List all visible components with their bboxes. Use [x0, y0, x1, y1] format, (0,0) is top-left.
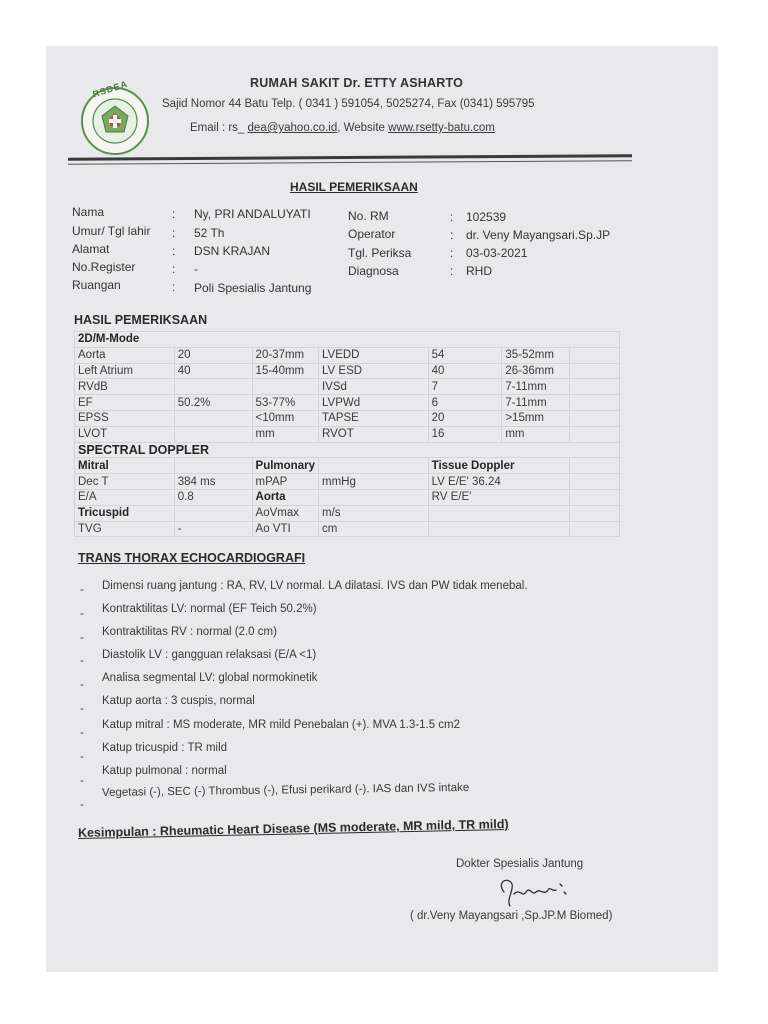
- table-row: [75, 379, 620, 395]
- list-bullet: -: [80, 630, 84, 644]
- colon: :: [172, 262, 176, 276]
- table-row: [75, 410, 620, 426]
- patient-label-register: No.Register: [72, 260, 136, 274]
- table-cell: 54: [428, 347, 502, 363]
- table-cell: LVOT: [75, 426, 175, 442]
- doppler-header: SPECTRAL DOPPLER: [75, 442, 620, 458]
- table-cell: [570, 410, 620, 426]
- finding-item: Katup mitral : MS moderate, MR mild Penebalan (+). MVA 1.3-1.5 cm2: [102, 719, 461, 731]
- table-cell: mmHg: [318, 474, 428, 490]
- patient-label-name: Nama: [72, 205, 105, 219]
- finding-item: Analisa segmental LV: global normokinetik: [102, 672, 318, 684]
- table-cell: [174, 505, 252, 521]
- table-cell: <10mm: [252, 410, 318, 426]
- table-cell: >15mm: [502, 410, 570, 426]
- patient-label-age: Umur/ Tgl lahir: [72, 224, 151, 238]
- mmode-header: 2D/M-Mode: [75, 332, 620, 348]
- table-cell: [570, 458, 620, 474]
- table-row: [75, 426, 620, 442]
- table-cell: AoVmax: [252, 505, 318, 521]
- table-cell: EF: [75, 395, 175, 411]
- finding-item: Vegetasi (-), SEC (-) Thrombus (-), Efusi perikard (-). IAS dan IVS intake: [101, 781, 470, 799]
- table-cell: mPAP: [252, 474, 318, 490]
- colon: :: [172, 244, 176, 258]
- table-cell: Ao VTI: [252, 521, 318, 537]
- list-bullet: -: [80, 725, 84, 739]
- table-cell: [570, 379, 620, 395]
- doctor-name: ( dr.Veny Mayangsari ,Sp.JP.M Biomed): [410, 910, 613, 922]
- patient-room: Poli Spesialis Jantung: [194, 281, 312, 295]
- table-cell: -: [174, 521, 252, 537]
- table-row: [75, 332, 620, 348]
- hospital-contact: [190, 122, 495, 134]
- table-cell: 35-52mm: [502, 347, 570, 363]
- patient-name: Ny, PRI ANDALUYATI: [194, 207, 311, 221]
- table-row: [75, 442, 620, 458]
- list-bullet: -: [80, 653, 84, 667]
- table-cell: mm: [252, 426, 318, 442]
- measurement-table: [74, 331, 620, 537]
- colon: :: [450, 264, 454, 278]
- medical-record-number: 102539: [466, 210, 507, 224]
- table-cell: 384 ms: [174, 474, 252, 490]
- finding-item: Dimensi ruang jantung : RA, RV, LV normal. LA dilatasi. IVS dan PW tidak menebal.: [102, 580, 528, 592]
- patient-age: 52 Th: [194, 226, 225, 240]
- table-row: [75, 521, 620, 537]
- finding-item: Katup aorta : 3 cuspis, normal: [102, 695, 255, 707]
- table-cell: 50.2%: [174, 395, 252, 411]
- table-cell: [428, 521, 570, 537]
- table-cell: Aorta: [75, 347, 175, 363]
- table-cell: 40: [428, 363, 502, 379]
- table-cell: 20-37mm: [252, 347, 318, 363]
- patient-label-operator: Operator: [348, 227, 396, 241]
- table-row: [75, 458, 620, 474]
- table-cell: TAPSE: [318, 410, 428, 426]
- table-cell: Dec T: [75, 474, 175, 490]
- table-cell: RVdB: [75, 379, 175, 395]
- table-row: [75, 489, 620, 505]
- email-prefix: Email : rs_: [190, 122, 245, 134]
- list-bullet: -: [80, 749, 84, 763]
- table-cell: Tricuspid: [75, 505, 175, 521]
- table-cell: [570, 521, 620, 537]
- table-cell: [570, 395, 620, 411]
- patient-register: -: [194, 262, 198, 276]
- finding-item: Diastolik LV : gangguan relaksasi (E/A <1): [102, 649, 317, 661]
- table-row: [75, 347, 620, 363]
- table-row: [75, 363, 620, 379]
- website-prefix: , Website: [337, 122, 385, 134]
- table-cell: [570, 347, 620, 363]
- patient-label-diagnosis: Diagnosa: [348, 264, 399, 278]
- finding-item: Kontraktilitas RV : normal (2.0 cm): [102, 626, 277, 638]
- tte-title: TRANS THORAX ECHOCARDIOGRAFI: [78, 551, 306, 565]
- table-cell: mm: [502, 426, 570, 442]
- table-cell: 26-36mm: [502, 363, 570, 379]
- table-cell: cm: [318, 521, 428, 537]
- table-cell: 6: [428, 395, 502, 411]
- table-cell: [570, 505, 620, 521]
- table-cell: [570, 426, 620, 442]
- hospital-name: RUMAH SAKIT Dr. ETTY ASHARTO: [250, 76, 464, 90]
- diagnosis: RHD: [466, 264, 492, 278]
- table-cell: [570, 363, 620, 379]
- table-cell: [252, 379, 318, 395]
- table-cell: [428, 505, 570, 521]
- table-cell: [174, 426, 252, 442]
- logo-text: RSDEA: [91, 78, 130, 100]
- table-cell: 7-11mm: [502, 395, 570, 411]
- table-row: [75, 474, 620, 490]
- table-cell: IVSd: [318, 379, 428, 395]
- table-cell: 20: [428, 410, 502, 426]
- table-cell: TVG: [75, 521, 175, 537]
- table-cell: 53-77%: [252, 395, 318, 411]
- table-cell: Left Atrium: [75, 363, 175, 379]
- conclusion-value: Rheumatic Heart Disease (MS moderate, MR mild, TR mild): [159, 816, 509, 839]
- hospital-address: Sajid Nomor 44 Batu Telp. ( 0341 ) 591054, 5025274, Fax (0341) 595795: [162, 98, 535, 110]
- colon: :: [450, 228, 454, 242]
- patient-label-address: Alamat: [72, 242, 110, 256]
- list-bullet: -: [80, 582, 84, 596]
- table-cell: 40: [174, 363, 252, 379]
- finding-item: Kontraktilitas LV: normal (EF Teich 50.2%): [102, 603, 317, 615]
- table-cell: 20: [174, 347, 252, 363]
- patient-address: DSN KRAJAN: [194, 244, 271, 258]
- table-cell: [174, 458, 252, 474]
- table-cell: LVEDD: [318, 347, 428, 363]
- table-cell: [318, 458, 428, 474]
- table-cell: RV E/E': [428, 489, 570, 505]
- website-link[interactable]: www.rsetty-batu.com: [388, 122, 495, 134]
- table-cell: [174, 410, 252, 426]
- list-bullet: -: [80, 606, 84, 620]
- doctor-title: Dokter Spesialis Jantung: [456, 858, 584, 870]
- signature-mark: [486, 870, 586, 910]
- table-cell: LV ESD: [318, 363, 428, 379]
- list-bullet: -: [80, 773, 84, 787]
- table-row: [75, 395, 620, 411]
- table-row: [75, 505, 620, 521]
- operator-name: dr. Veny Mayangsari.Sp.JP: [466, 228, 611, 242]
- table-cell: [570, 474, 620, 490]
- colon: :: [450, 210, 454, 224]
- table-cell: EPSS: [75, 410, 175, 426]
- table-cell: 7-11mm: [502, 379, 570, 395]
- finding-item: Katup tricuspid : TR mild: [102, 742, 228, 754]
- colon: :: [172, 226, 176, 240]
- table-cell: Mitral: [75, 458, 175, 474]
- finding-item: Katup pulmonal : normal: [102, 765, 227, 777]
- exam-date: 03-03-2021: [466, 246, 528, 260]
- list-bullet: -: [80, 677, 84, 691]
- table-cell: 0.8: [174, 489, 252, 505]
- colon: :: [172, 207, 176, 221]
- table-cell: [318, 489, 428, 505]
- table-cell: [570, 489, 620, 505]
- table-cell: 15-40mm: [252, 363, 318, 379]
- table-cell: LV E/E' 36.24: [428, 474, 570, 490]
- table-cell: RVOT: [318, 426, 428, 442]
- hospital-logo: [80, 86, 150, 156]
- table-cell: Pulmonary: [252, 458, 318, 474]
- table-cell: m/s: [318, 505, 428, 521]
- table-cell: 7: [428, 379, 502, 395]
- colon: :: [450, 246, 454, 260]
- table-cell: LVPWd: [318, 395, 428, 411]
- table-cell: 16: [428, 426, 502, 442]
- patient-label-rm: No. RM: [348, 209, 389, 223]
- document-title: HASIL PEMERIKSAAN: [290, 180, 418, 194]
- email-link[interactable]: dea@yahoo.co.id: [247, 122, 338, 134]
- table-cell: [174, 379, 252, 395]
- patient-label-exam-date: Tgl. Periksa: [348, 246, 412, 260]
- table-cell: Aorta: [252, 489, 318, 505]
- colon: :: [172, 280, 176, 294]
- results-title: HASIL PEMERIKSAAN: [74, 313, 208, 327]
- patient-label-room: Ruangan: [72, 278, 121, 292]
- table-cell: Tissue Doppler: [428, 458, 570, 474]
- table-cell: E/A: [75, 489, 175, 505]
- list-bullet: -: [80, 797, 84, 811]
- list-bullet: -: [80, 701, 84, 715]
- conclusion-label: Kesimpulan :: [77, 824, 161, 840]
